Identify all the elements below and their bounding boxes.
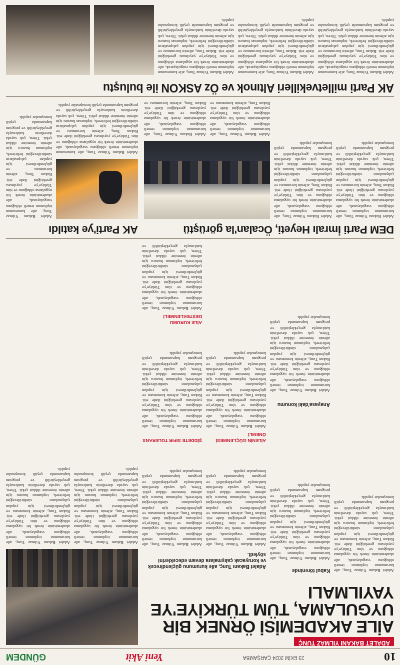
dem-headline: DEM Parti İmralı Heyeti, Öcalan'la görüştü	[183, 223, 394, 235]
bottom-photo-1	[94, 5, 154, 75]
main-story-text-3: Adalet Bakanı Yılmaz Tunç, aile kurumunun toplumun temeli olduğunu vurgulayarak, aile akademisinin örnek bir uygulama olduğunu ve tüm Türkiye'ye yayılması gerektiğini ifade etti. Bakan Tunç, ailenin korunması ve güçlendirilmesi için yapılan çalışmaların sürdürüleceğini belirterek, toplumun huzuru için ailenin önemine dikkat çekti. Tören, çok sayıda davetlinin katılımıyla gerçekleştirildi ve program kapsamında çeşitli konuşmalar yapıldı.	[206, 351, 266, 429]
main-story-text-4: Adalet Bakanı Yılmaz Tunç, aile kurumunun toplumun temeli olduğunu vurgulayarak, aile akademisinin örnek bir uygulama olduğunu ve tüm Türkiye'ye yayılması gerektiğini ifade etti. Bakan Tunç, ailenin korunması ve güçlendirilmesi için yapılan çalışmaların sürdürüleceğini belirterek, toplumun huzuru için ailenin önemine dikkat çekti. Tören, çok sayıda davetlinin katılımıyla gerçekleştirildi ve program kapsamında çeşitli konuşmalar yapıldı.	[142, 351, 202, 429]
dem-text-2: Adalet Bakanı Yılmaz Tunç, aile kurumunun toplumun temeli olduğunu vurgulayarak, aile akademisinin örnek bir uygulama olduğunu ve tüm Türkiye'ye yayılması gerektiğini ifade etti. Bakan Tunç, ailenin korunması ve güçlendirilmesi için yapılan çalışmaların sürdürüleceğini belirterek, toplumun huzuru için ailenin önemine dikkat çekti. Tören, çok sayıda davetlinin katılımıyla gerçekleştirildi ve program kapsamında çeşitli konuşmalar yapıldı.	[274, 141, 332, 219]
ceremony-photo	[6, 549, 138, 645]
ak-text-1: Adalet Bakanı Yılmaz Tunç, aile kurumunun toplumun temeli olduğunu vurgulayarak, aile akademisinin örnek bir uygulama olduğunu ve tüm Türkiye'ye yayılması gerektiğini ifade etti. Bakan Tunç, ailenin korunması ve güçlendirilmesi için yapılan çalışmaların sürdürüleceğini belirterek, toplumun huzuru için ailenin önemine dikkat çekti. Tören, çok sayıda davetlinin katılımıyla gerçekleştirildi ve program kapsamında çeşitli konuşmalar yapıldı.	[6, 115, 52, 219]
main-story-text-5: Adalet Bakanı Yılmaz Tunç, aile kurumunun toplumun temeli olduğunu vurgulayarak, aile akademisinin örnek bir uygulama olduğunu ve tüm Türkiye'ye yayılması gerektiğini ifade etti. Bakan Tunç, ailenin korunması ve güçlendirilmesi için yapılan çalışmaların sürdürüleceğini belirterek, toplumun huzuru için ailenin önemine dikkat çekti. Tören, çok sayıda davetlinin katılımıyla gerçekleştirildi ve	[142, 243, 202, 311]
divider-2	[6, 96, 394, 97]
bottom-text-1: Adalet Bakanı Yılmaz Tunç, aile kurumunun toplumun temeli olduğunu vurgulayarak, aile akademisinin örnek bir uygulama olduğunu ve tüm Türkiye'ye yayılması gerektiğini ifade etti. Bakan Tunç, ailenin korunması ve güçlendirilmesi için yapılan çalışmaların sürdürüleceğini belirterek, toplumun huzuru için ailenin önemine dikkat çekti. Tören, çok sayıda davetlinin katılımıyla gerçekleştirildi ve program kapsamında çeşitli konuşmalar yapıldı.	[318, 17, 394, 75]
main-story-red-subhead-2: ŞİDDETE SIFIR TOLERANS	[142, 438, 202, 443]
main-headline: AİLE AKADEMİSİ ÖRNEK BİR UYGULAMA, TÜM TÜRKİYE'YE YAYILMALI	[150, 583, 394, 636]
main-story-text-2: Adalet Bakanı Yılmaz Tunç, aile kurumunun toplumun temeli olduğunu vurgulayarak, aile akademisinin örnek bir uygulama olduğunu ve tüm Türkiye'ye yayılması gerektiğini ifade etti. Bakan Tunç, ailenin korunması ve güçlendirilmesi için yapılan çalışmaların sürdürüleceğini belirterek, toplumun huzuru için ailenin önemine dikkat çekti. Tören, çok sayıda davetlinin katılımıyla gerçekleştirildi ve program kapsamında çeşitli konuşmalar yapıldı.	[142, 469, 202, 547]
right-column-text-2: Adalet Bakanı Yılmaz Tunç, aile kurumunun toplumun temeli olduğunu vurgulayarak, aile akademisinin örnek bir uygulama olduğunu ve tüm Türkiye'ye yayılması gerektiğini ifade etti. Bakan Tunç, ailenin korunması ve güçlendirilmesi için yapılan çalışmaların sürdürüleceğini belirterek, toplumun huzuru için ailenin önemine dikkat çekti. Tören, çok sayıda davetlinin katılımıyla gerçekleştirildi ve program kapsamında çeşitli konuşmalar yapıldı.	[6, 467, 70, 545]
left-column-subhead: Anayasa'daki konumu	[277, 401, 330, 407]
issue-date: 23 EKİM 2024 ÇARŞAMBA	[242, 654, 305, 660]
newspaper-logo: Yeni Akit	[125, 651, 164, 663]
main-story-text-1: Adalet Bakanı Yılmaz Tunç, aile kurumunun toplumun temeli olduğunu vurgulayarak, aile akademisinin örnek bir uygulama olduğunu ve tüm Türkiye'ye yayılması gerektiğini ifade etti. Bakan Tunç, ailenin korunması ve güçlendirilmesi için yapılan çalışmaların sürdürüleceğini belirterek, toplumun huzuru için ailenin önemine dikkat çekti. Tören, çok sayıda davetlinin katılımıyla gerçekleştirildi ve program kapsamında çeşitli konuşmalar yapıldı.	[206, 469, 266, 547]
main-story-red-subhead-1: AİLENİN GÜÇLENMESİ ÖNEMLİ	[215, 432, 266, 443]
main-story-subhead: Adalet Bakanı Tunç, aile kurumunu güçlendirecek ve koruyacak çalışmalara devam edeceklerini söyledi.	[148, 551, 266, 569]
ak-text-2: Adalet Bakanı Yılmaz Tunç, aile kurumunun toplumun temeli olduğunu vurgulayarak, aile akademisinin örnek bir uygulama olduğunu ve tüm Türkiye'ye yayılması gerektiğini ifade etti. Bakan Tunç, ailenin korunması ve güçlendirilmesi için yapılan çalışmaların sürdürüleceğini belirterek, toplumun huzuru için ailenin önemine dikkat çekti. Tören, çok sayıda davetlinin katılımıyla gerçekleştirildi ve program kapsamında çeşitli konuşmalar yapıldı.	[56, 103, 138, 155]
dem-text-1: Adalet Bakanı Yılmaz Tunç, aile kurumunun toplumun temeli olduğunu vurgulayarak, aile akademisinin örnek bir uygulama olduğunu ve tüm Türkiye'ye yayılması gerektiğini ifade etti. Bakan Tunç, ailenin korunması ve güçlendirilmesi için yapılan çalışmaların sürdürüleceğini belirterek, toplumun huzuru için ailenin önemine dikkat çekti. Tören, çok sayıda davetlinin katılımıyla gerçekleştirildi ve program kapsamında çeşitli konuşmalar yapıldı.	[336, 141, 394, 219]
headline-kicker: ADALET BAKANI YILMAZ TUNÇ	[294, 637, 394, 646]
left-column-text-3: Adalet Bakanı Yılmaz Tunç, aile kurumunun toplumun temeli olduğunu vurgulayarak, aile akademisinin örnek bir uygulama olduğunu ve tüm Türkiye'ye yayılması gerektiğini ifade etti. Bakan Tunç, ailenin korunması ve güçlendirilmesi için yapılan çalışmaların sürdürüleceğini belirterek, toplumun huzuru için ailenin önemine dikkat çekti. Tören, çok sayıda davetlinin katılımıyla gerçekleştirildi ve program kapsamında çeşitli konuşmalar yapıldı.	[270, 315, 330, 393]
left-column-label: Kabul töreninde	[291, 567, 330, 573]
dem-meeting-photo	[144, 141, 270, 219]
ak-photo	[56, 159, 138, 219]
ak-headline: AK Parti'ye katıldı	[48, 223, 138, 235]
bottom-headline: AK Parti milletvekilleri Altınok ve Öz ASKON ile buluştu	[103, 81, 394, 93]
divider	[6, 238, 394, 239]
dem-text-4: Adalet Bakanı Yılmaz Tunç, aile kurumunun toplumun temeli olduğunu vurgulayarak, aile akademisinin örnek bir uygulama olduğunu ve tüm Türkiye'ye yayılması gerektiğini ifade etti. Bakan Tunç, ailenin korunması ve	[144, 101, 206, 137]
dem-text-3: Adalet Bakanı Yılmaz Tunç, aile kurumunun toplumun temeli olduğunu vurgulayarak, aile akademisinin örnek bir uygulama olduğunu ve tüm Türkiye'ye yayılması gerektiğini ifade etti. Bakan Tunç, ailenin korunması ve	[210, 101, 270, 137]
bottom-photo-2	[6, 5, 90, 75]
bottom-text-2: Adalet Bakanı Yılmaz Tunç, aile kurumunun toplumun temeli olduğunu vurgulayarak, aile akademisinin örnek bir uygulama olduğunu ve tüm Türkiye'ye yayılması gerektiğini ifade etti. Bakan Tunç, ailenin korunması ve güçlendirilmesi için yapılan çalışmaların sürdürüleceğini belirterek, toplumun huzuru için ailenin önemine dikkat çekti. Tören, çok sayıda davetlinin katılımıyla gerçekleştirildi ve program kapsamında çeşitli konuşmalar yapıldı.	[238, 17, 314, 75]
right-column-text-1: Adalet Bakanı Yılmaz Tunç, aile kurumunun toplumun temeli olduğunu vurgulayarak, aile akademisinin örnek bir uygulama olduğunu ve tüm Türkiye'ye yayılması gerektiğini ifade etti. Bakan Tunç, ailenin korunması ve güçlendirilmesi için yapılan çalışmaların sürdürüleceğini belirterek, toplumun huzuru için ailenin önemine dikkat çekti. Tören, çok sayıda davetlinin katılımıyla gerçekleştirildi ve program kapsamında çeşitli konuşmalar yapıldı.	[74, 467, 138, 545]
main-story-red-subhead-3: AİLE KURUMU DESTEKLENMELİ	[163, 314, 202, 325]
page-header	[0, 648, 400, 665]
page-number: 10	[384, 650, 396, 665]
left-column-text-2: Adalet Bakanı Yılmaz Tunç, aile kurumunun toplumun temeli olduğunu vurgulayarak, aile akademisinin örnek bir uygulama olduğunu ve tüm Türkiye'ye yayılması gerektiğini ifade etti. Bakan Tunç, ailenin korunması ve güçlendirilmesi için yapılan çalışmaların sürdürüleceğini belirterek, toplumun huzuru için ailenin önemine dikkat çekti. Tören, çok sayıda davetlinin katılımıyla gerçekleştirildi ve program kapsamında çeşitli konuşmalar yapıldı.	[270, 483, 330, 561]
bottom-text-3: Adalet Bakanı Yılmaz Tunç, aile kurumunun toplumun temeli olduğunu vurgulayarak, aile akademisinin örnek bir uygulama olduğunu ve tüm Türkiye'ye yayılması gerektiğini ifade etti. Bakan Tunç, ailenin korunması ve güçlendirilmesi için yapılan çalışmaların sürdürüleceğini belirterek, toplumun huzuru için ailenin önemine dikkat çekti. Tören, çok sayıda davetlinin katılımıyla gerçekleştirildi ve program kapsamında çeşitli konuşmalar yapıldı.	[158, 17, 234, 75]
left-column-text: Adalet Bakanı Yılmaz Tunç, aile kurumunun toplumun temeli olduğunu vurgulayarak, aile akademisinin örnek bir uygulama olduğunu ve tüm Türkiye'ye yayılması gerektiğini ifade etti. Bakan Tunç, ailenin korunması ve güçlendirilmesi için yapılan çalışmaların sürdürüleceğini belirterek, toplumun huzuru için ailenin önemine dikkat çekti. Tören, çok sayıda davetlinin katılımıyla gerçekleştirildi ve program kapsamında çeşitli konuşmalar yapıldı.	[334, 495, 394, 573]
section-title: GÜNDEM	[6, 652, 46, 662]
